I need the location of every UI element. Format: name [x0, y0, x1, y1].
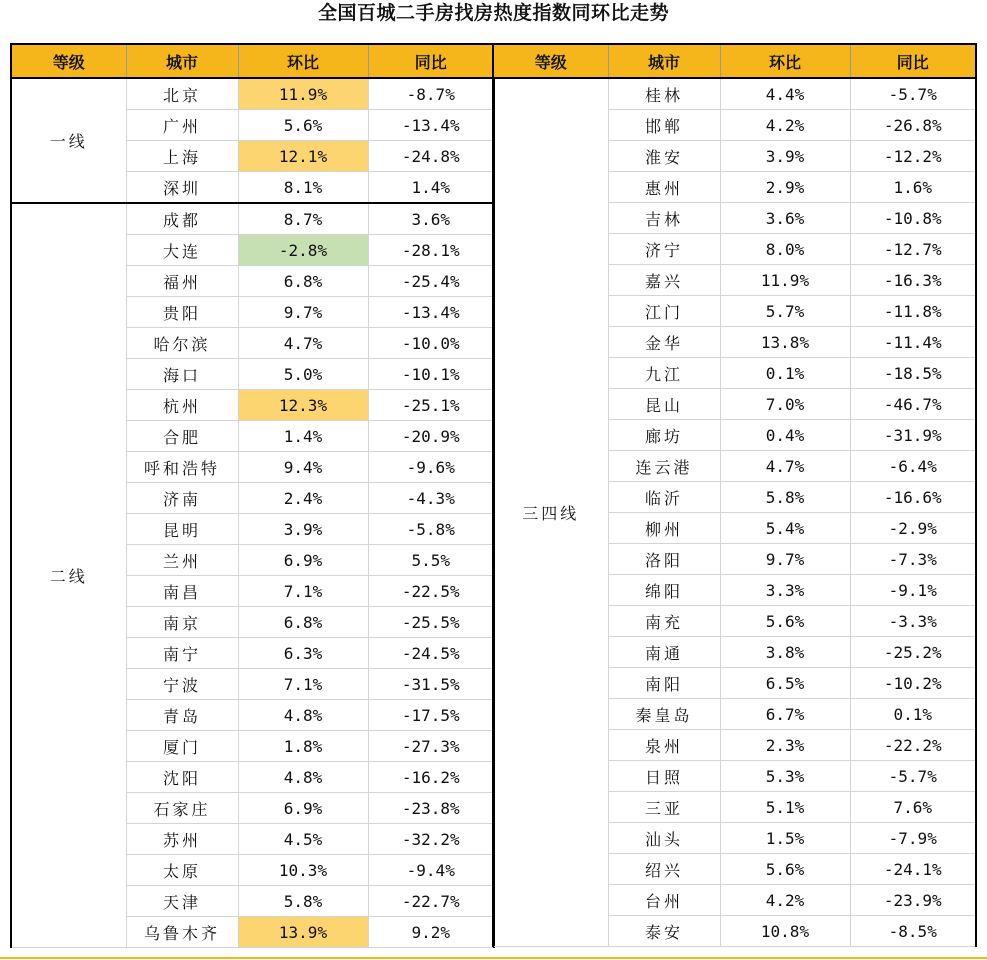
header-tier: 等级 [11, 44, 126, 78]
mom-cell: 5.8% [720, 482, 850, 513]
city-cell: 汕头 [608, 823, 720, 854]
city-cell: 泉州 [608, 730, 720, 761]
mom-cell: 3.9% [720, 141, 850, 172]
city-cell: 连云港 [608, 451, 720, 482]
mom-cell: 5.8% [238, 886, 368, 917]
yoy-cell: -11.8% [850, 296, 976, 327]
yoy-cell: -22.5% [368, 576, 494, 607]
left-data-table [10, 43, 495, 948]
yoy-cell: -46.7% [850, 389, 976, 420]
header-yoy: 同比 [850, 44, 976, 78]
city-cell: 济南 [126, 483, 238, 514]
mom-cell: 3.8% [720, 637, 850, 668]
city-cell: 绍兴 [608, 854, 720, 885]
header-city: 城市 [126, 44, 238, 78]
yoy-cell: -27.3% [368, 731, 494, 762]
mom-cell: 4.4% [720, 78, 850, 110]
mom-cell: 4.2% [720, 110, 850, 141]
tier-cell: 一线 [11, 78, 126, 203]
mom-cell: 5.4% [720, 513, 850, 544]
city-cell: 成都 [126, 203, 238, 235]
city-cell: 南充 [608, 606, 720, 637]
mom-cell: 7.1% [238, 576, 368, 607]
yoy-cell: -32.2% [368, 824, 494, 855]
city-cell: 沈阳 [126, 762, 238, 793]
mom-cell: 12.3% [238, 390, 368, 421]
mom-cell: 11.9% [720, 265, 850, 296]
yoy-cell: -20.9% [368, 421, 494, 452]
yoy-cell: -4.3% [368, 483, 494, 514]
city-cell: 南阳 [608, 668, 720, 699]
left-table-body [11, 78, 494, 948]
mom-cell: 5.0% [238, 359, 368, 390]
city-cell: 青岛 [126, 700, 238, 731]
yoy-cell: -24.8% [368, 141, 494, 172]
table-row [11, 78, 494, 110]
mom-cell: 9.7% [238, 297, 368, 328]
yoy-cell: -25.5% [368, 607, 494, 638]
city-cell: 南通 [608, 637, 720, 668]
city-cell: 广州 [126, 110, 238, 141]
mom-cell: 4.7% [720, 451, 850, 482]
header-mom: 环比 [720, 44, 850, 78]
city-cell: 乌鲁木齐 [126, 917, 238, 948]
city-cell: 吉林 [608, 203, 720, 234]
city-cell: 深圳 [126, 172, 238, 204]
yoy-cell: -9.4% [368, 855, 494, 886]
city-cell: 绵阳 [608, 575, 720, 606]
city-cell: 太原 [126, 855, 238, 886]
yoy-cell: -31.5% [368, 669, 494, 700]
mom-cell: 4.8% [238, 762, 368, 793]
mom-cell: 5.7% [720, 296, 850, 327]
table-row [493, 78, 976, 110]
city-cell: 江门 [608, 296, 720, 327]
mom-cell: 1.4% [238, 421, 368, 452]
mom-cell: 11.9% [238, 78, 368, 110]
mom-cell: 8.0% [720, 234, 850, 265]
mom-cell: 12.1% [238, 141, 368, 172]
mom-cell: 6.9% [238, 793, 368, 824]
yoy-cell: 1.4% [368, 172, 494, 204]
city-cell: 台州 [608, 885, 720, 916]
mom-cell: 2.3% [720, 730, 850, 761]
city-cell: 秦皇岛 [608, 699, 720, 730]
yoy-cell: -10.0% [368, 328, 494, 359]
yoy-cell: -31.9% [850, 420, 976, 451]
yoy-cell: 9.2% [368, 917, 494, 948]
mom-cell: 0.1% [720, 358, 850, 389]
mom-cell: 0.4% [720, 420, 850, 451]
mom-cell: 13.9% [238, 917, 368, 948]
yoy-cell: -22.7% [368, 886, 494, 917]
yoy-cell: -13.4% [368, 110, 494, 141]
city-cell: 泰安 [608, 916, 720, 947]
yoy-cell: -3.3% [850, 606, 976, 637]
yoy-cell: -25.1% [368, 390, 494, 421]
mom-cell: 6.5% [720, 668, 850, 699]
yoy-cell: -17.5% [368, 700, 494, 731]
city-cell: 呼和浩特 [126, 452, 238, 483]
mom-cell: 5.6% [720, 606, 850, 637]
mom-cell: 6.8% [238, 266, 368, 297]
city-cell: 北京 [126, 78, 238, 110]
mom-cell: 2.4% [238, 483, 368, 514]
city-cell: 兰州 [126, 545, 238, 576]
yoy-cell: -7.9% [850, 823, 976, 854]
city-cell: 南京 [126, 607, 238, 638]
city-cell: 福州 [126, 266, 238, 297]
yoy-cell: -6.4% [850, 451, 976, 482]
mom-cell: 5.6% [238, 110, 368, 141]
city-cell: 昆明 [126, 514, 238, 545]
city-cell: 九江 [608, 358, 720, 389]
city-cell: 昆山 [608, 389, 720, 420]
right-table-body [493, 78, 976, 947]
yoy-cell: -25.2% [850, 637, 976, 668]
city-cell: 哈尔滨 [126, 328, 238, 359]
yoy-cell: 5.5% [368, 545, 494, 576]
mom-cell: 9.4% [238, 452, 368, 483]
yoy-cell: -16.6% [850, 482, 976, 513]
yoy-cell: -5.7% [850, 78, 976, 110]
yoy-cell: -23.9% [850, 885, 976, 916]
mom-cell: 2.9% [720, 172, 850, 203]
city-cell: 南宁 [126, 638, 238, 669]
table-row [11, 203, 494, 235]
city-cell: 贵阳 [126, 297, 238, 328]
yoy-cell: -10.2% [850, 668, 976, 699]
city-cell: 三亚 [608, 792, 720, 823]
city-cell: 海口 [126, 359, 238, 390]
mom-cell: 5.3% [720, 761, 850, 792]
mom-cell: 4.5% [238, 824, 368, 855]
city-cell: 邯郸 [608, 110, 720, 141]
yoy-cell: -24.5% [368, 638, 494, 669]
tier-cell: 三四线 [493, 78, 608, 947]
yoy-cell: -5.7% [850, 761, 976, 792]
city-cell: 日照 [608, 761, 720, 792]
yoy-cell: -23.8% [368, 793, 494, 824]
yoy-cell: -26.8% [850, 110, 976, 141]
page-title: 全国百城二手房找房热度指数同环比走势 [317, 2, 669, 24]
mom-cell: 4.2% [720, 885, 850, 916]
yoy-cell: -10.1% [368, 359, 494, 390]
yoy-cell: -11.4% [850, 327, 976, 358]
mom-cell: 5.6% [720, 854, 850, 885]
yoy-cell: 1.6% [850, 172, 976, 203]
city-cell: 惠州 [608, 172, 720, 203]
mom-cell: 1.5% [720, 823, 850, 854]
yoy-cell: -18.5% [850, 358, 976, 389]
city-cell: 石家庄 [126, 793, 238, 824]
yoy-cell: 0.1% [850, 699, 976, 730]
yoy-cell: 3.6% [368, 203, 494, 235]
yoy-cell: -10.8% [850, 203, 976, 234]
yoy-cell: -25.4% [368, 266, 494, 297]
yoy-cell: -7.3% [850, 544, 976, 575]
yoy-cell: -16.2% [368, 762, 494, 793]
table-header-row [11, 44, 494, 78]
city-cell: 洛阳 [608, 544, 720, 575]
yoy-cell: -5.8% [368, 514, 494, 545]
header-yoy: 同比 [368, 44, 494, 78]
city-cell: 杭州 [126, 390, 238, 421]
yoy-cell: -8.5% [850, 916, 976, 947]
mom-cell: 3.3% [720, 575, 850, 606]
city-cell: 淮安 [608, 141, 720, 172]
mom-cell: 10.8% [720, 916, 850, 947]
mom-cell: 7.1% [238, 669, 368, 700]
city-cell: 宁波 [126, 669, 238, 700]
right-data-table [492, 43, 977, 947]
mom-cell: 6.3% [238, 638, 368, 669]
city-cell: 苏州 [126, 824, 238, 855]
mom-cell: -2.8% [238, 235, 368, 266]
city-cell: 大连 [126, 235, 238, 266]
mom-cell: 10.3% [238, 855, 368, 886]
city-cell: 嘉兴 [608, 265, 720, 296]
city-cell: 上海 [126, 141, 238, 172]
city-cell: 天津 [126, 886, 238, 917]
city-cell: 廊坊 [608, 420, 720, 451]
mom-cell: 13.8% [720, 327, 850, 358]
yoy-cell: -9.1% [850, 575, 976, 606]
mom-cell: 8.7% [238, 203, 368, 235]
yoy-cell: -8.7% [368, 78, 494, 110]
mom-cell: 6.7% [720, 699, 850, 730]
header-city: 城市 [608, 44, 720, 78]
yoy-cell: -12.2% [850, 141, 976, 172]
mom-cell: 7.0% [720, 389, 850, 420]
mom-cell: 6.8% [238, 607, 368, 638]
bottom-divider [0, 957, 987, 959]
mom-cell: 1.8% [238, 731, 368, 762]
table-header-row [493, 44, 976, 78]
city-cell: 临沂 [608, 482, 720, 513]
yoy-cell: -12.7% [850, 234, 976, 265]
mom-cell: 4.8% [238, 700, 368, 731]
mom-cell: 4.7% [238, 328, 368, 359]
city-cell: 桂林 [608, 78, 720, 110]
city-cell: 柳州 [608, 513, 720, 544]
city-cell: 南昌 [126, 576, 238, 607]
mom-cell: 9.7% [720, 544, 850, 575]
mom-cell: 6.9% [238, 545, 368, 576]
yoy-cell: -13.4% [368, 297, 494, 328]
city-cell: 厦门 [126, 731, 238, 762]
yoy-cell: 7.6% [850, 792, 976, 823]
mom-cell: 5.1% [720, 792, 850, 823]
yoy-cell: -28.1% [368, 235, 494, 266]
yoy-cell: -24.1% [850, 854, 976, 885]
mom-cell: 3.6% [720, 203, 850, 234]
yoy-cell: -16.3% [850, 265, 976, 296]
city-cell: 济宁 [608, 234, 720, 265]
city-cell: 合肥 [126, 421, 238, 452]
tier-cell: 二线 [11, 203, 126, 948]
header-tier: 等级 [493, 44, 608, 78]
mom-cell: 8.1% [238, 172, 368, 204]
mom-cell: 3.9% [238, 514, 368, 545]
yoy-cell: -2.9% [850, 513, 976, 544]
city-cell: 金华 [608, 327, 720, 358]
header-mom: 环比 [238, 44, 368, 78]
yoy-cell: -22.2% [850, 730, 976, 761]
yoy-cell: -9.6% [368, 452, 494, 483]
